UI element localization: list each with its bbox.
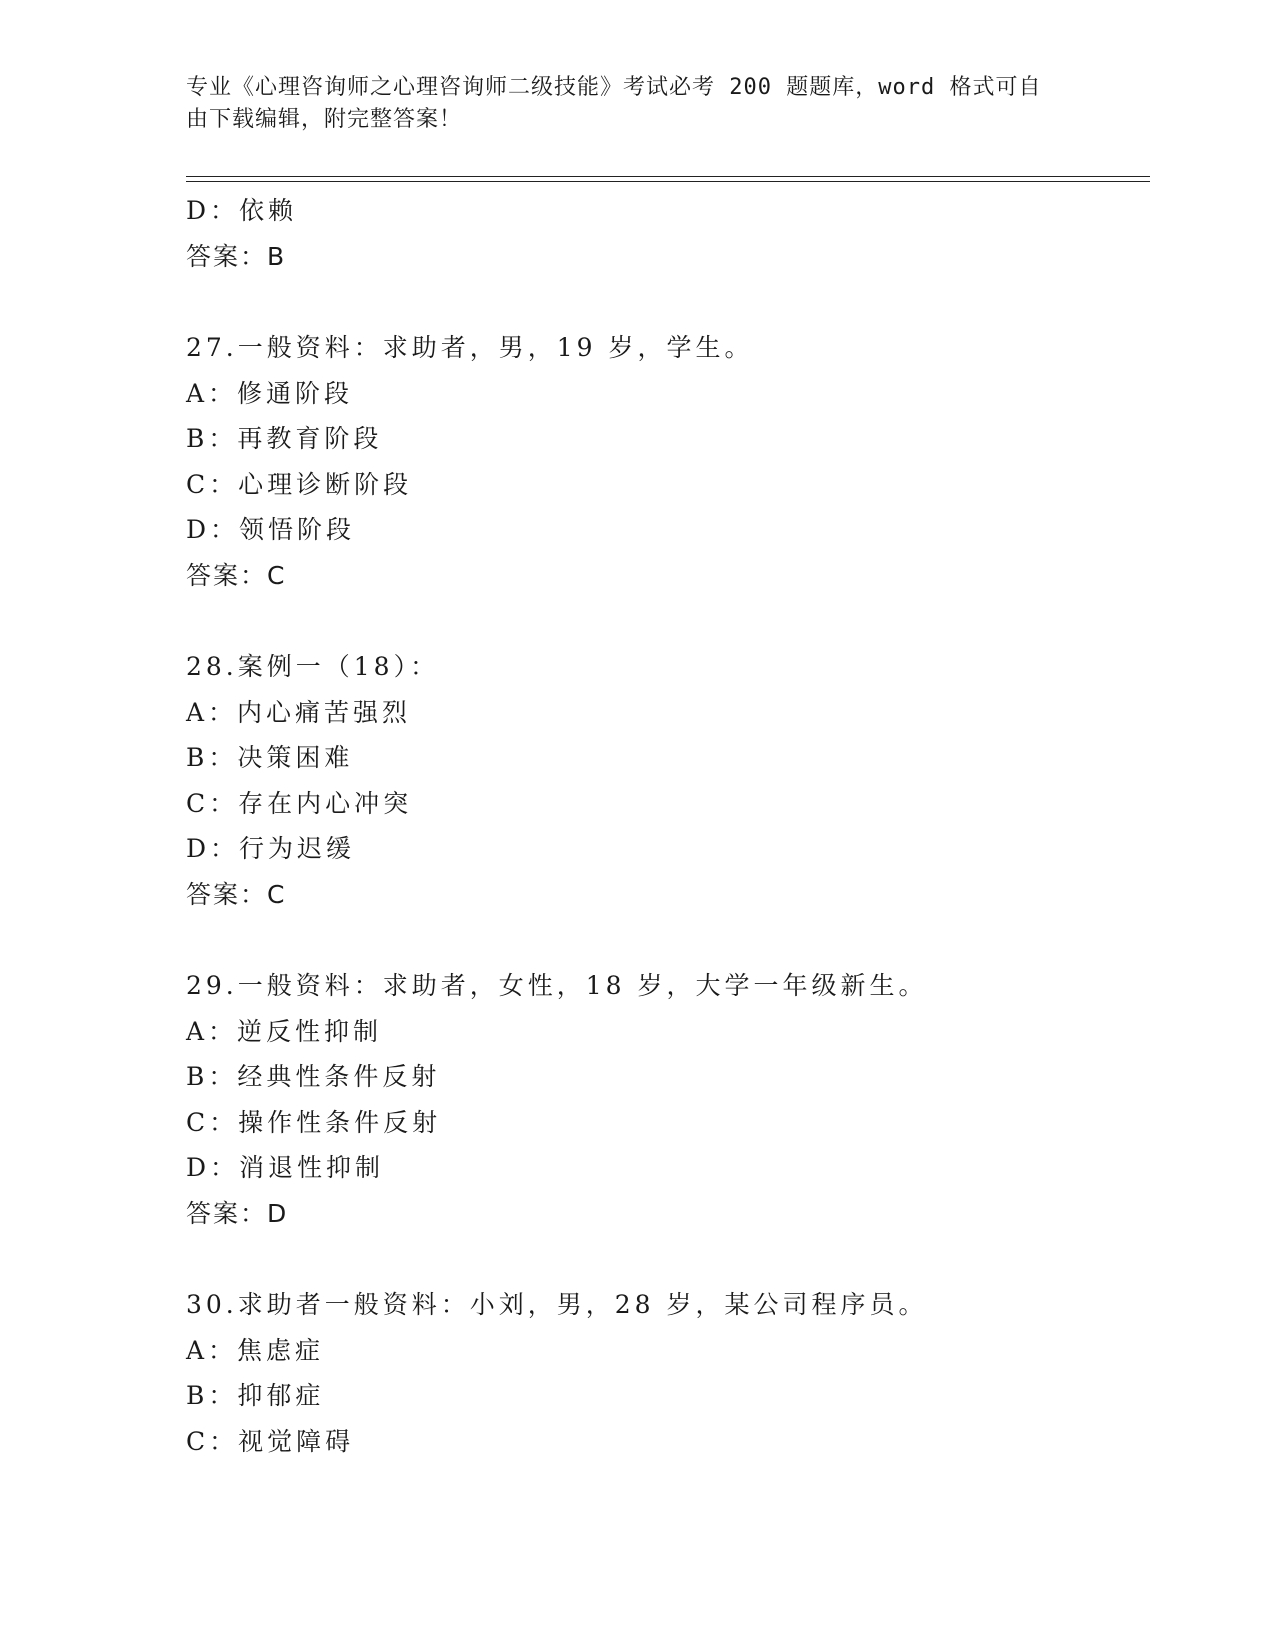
option-c: C：心理诊断阶段	[186, 469, 413, 499]
option-b: B：决策困难	[186, 743, 354, 772]
header-rule-top	[186, 176, 1150, 177]
header-line-1: 专业《心理咨询师之心理咨询师二级技能》考试必考 200 题题库，word 格式可自	[186, 75, 1042, 100]
option-a: A：焦虑症	[186, 1335, 325, 1365]
option-d: D：消退性抑制	[186, 1153, 385, 1182]
question-stem: 28.案例一（18）：	[186, 652, 440, 681]
option-d: D：行为迟缓	[186, 834, 356, 863]
question-stem: 30.求助者一般资料：小刘，男，28 岁，某公司程序员。	[186, 1290, 928, 1319]
answer-line: 答案：C	[186, 879, 287, 909]
spacer	[186, 917, 1150, 963]
option-b: B：经典性条件反射	[186, 1062, 441, 1091]
option-a: A：内心痛苦强烈	[186, 697, 412, 727]
option-b: B：再教育阶段	[186, 424, 383, 453]
option-b: B：抑郁症	[186, 1381, 325, 1410]
question-block-28	[186, 644, 1150, 917]
question-block-29	[186, 963, 1150, 1236]
spacer	[186, 598, 1150, 644]
option-c: C：存在内心冲突	[186, 788, 413, 818]
answer-line: 答案：C	[186, 560, 287, 590]
question-block-30	[186, 1282, 1150, 1464]
option-c: C：操作性条件反射	[186, 1107, 442, 1137]
option-d: D：依赖	[186, 196, 298, 225]
spacer	[186, 1236, 1150, 1282]
answer-line: 答案：B	[186, 241, 287, 271]
question-block-27	[186, 325, 1150, 598]
spacer	[186, 279, 1150, 325]
header-line-2: 由下载编辑，附完整答案！	[186, 107, 463, 132]
answer-line: 答案：D	[186, 1198, 289, 1228]
option-d: D：领悟阶段	[186, 515, 356, 544]
option-c: C：视觉障碍	[186, 1426, 355, 1456]
option-a: A：修通阶段	[186, 378, 354, 408]
question-stem: 27.一般资料：求助者，男，19 岁，学生。	[186, 333, 754, 362]
question-list	[186, 188, 1150, 1464]
option-a: A：逆反性抑制	[186, 1016, 383, 1046]
question-stem: 29.一般资料：求助者，女性，18 岁，大学一年级新生。	[186, 971, 928, 1000]
document-header	[186, 72, 1066, 136]
header-rule-bottom	[186, 181, 1150, 182]
